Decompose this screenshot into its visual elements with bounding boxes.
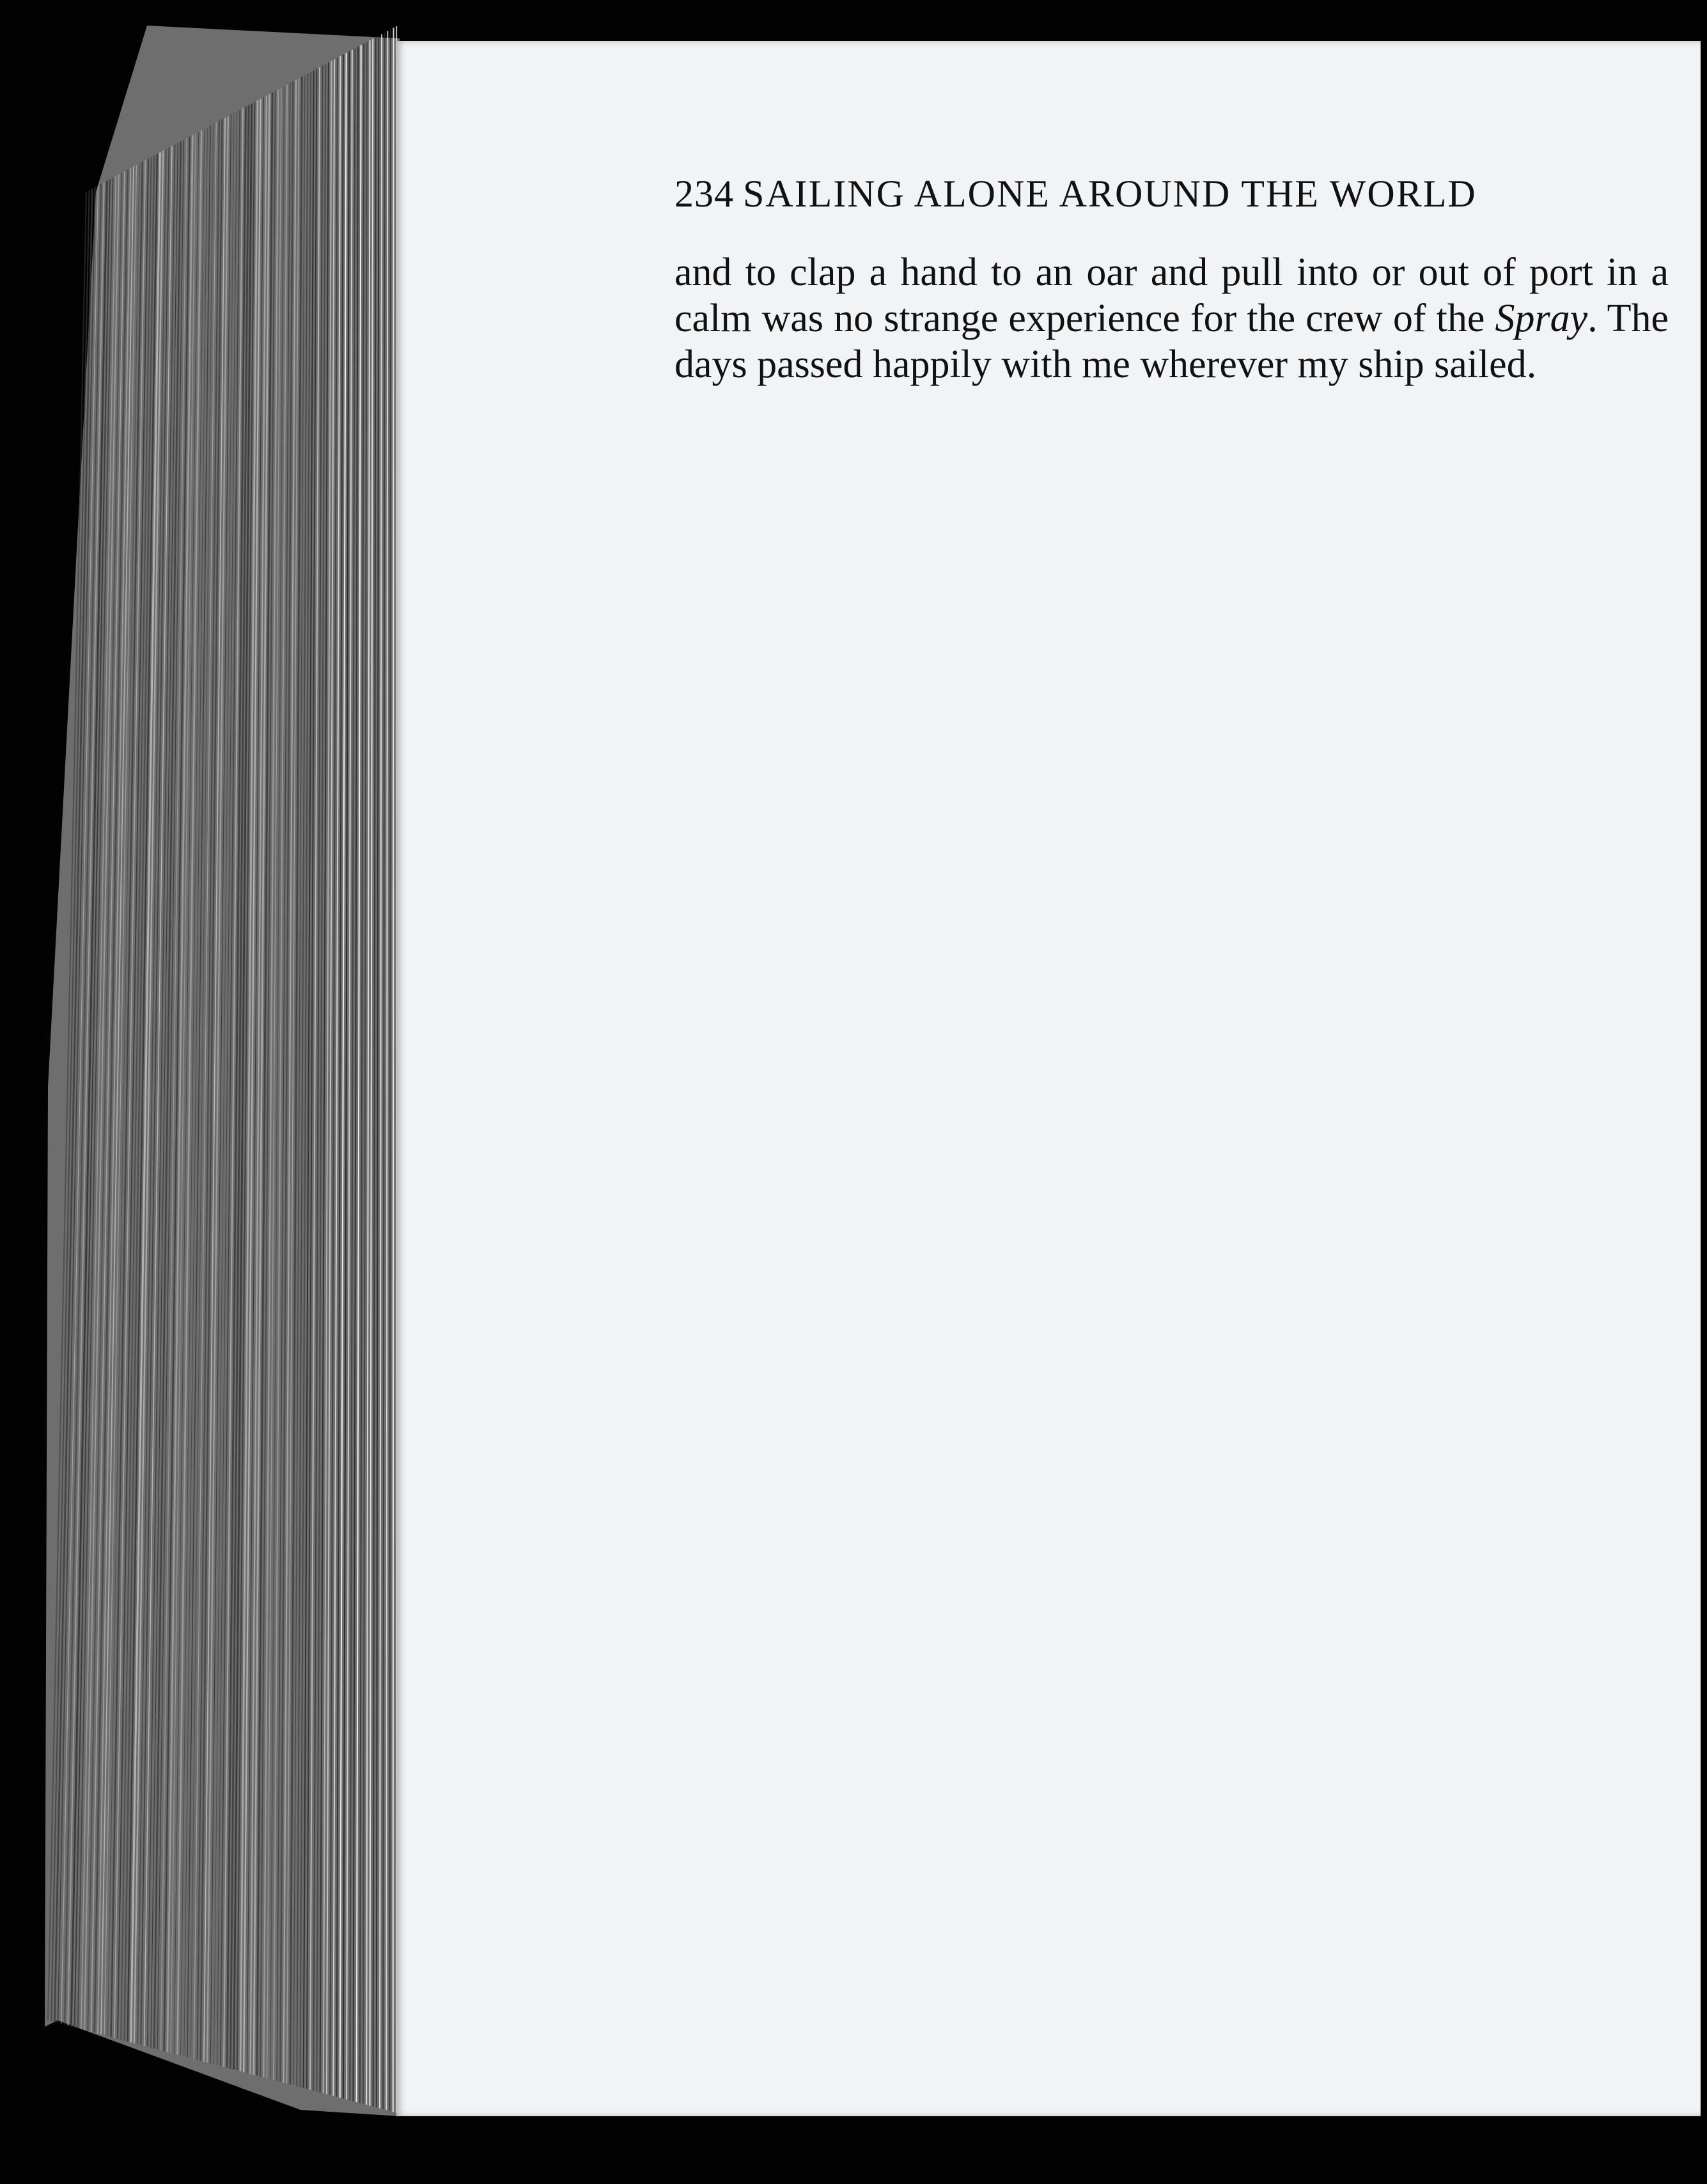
body-text-part-1: and to clap a hand to an oar and pull into or out of port in a calm was no strange experience for the crew of the [674,251,1669,340]
book-page [396,41,1701,2116]
body-paragraph [674,249,1669,387]
running-head [674,172,1669,216]
page-edge-line [390,29,391,2111]
running-title: SAILING ALONE AROUND THE WORLD [743,173,1477,215]
page-edge-line [393,27,394,2112]
page-number: 234 [674,173,734,215]
ship-name: Spray [1495,297,1588,340]
page-content [674,172,1669,387]
body-text-part-2: . The days passed happily with me wherever my ship sailed. [674,297,1669,386]
